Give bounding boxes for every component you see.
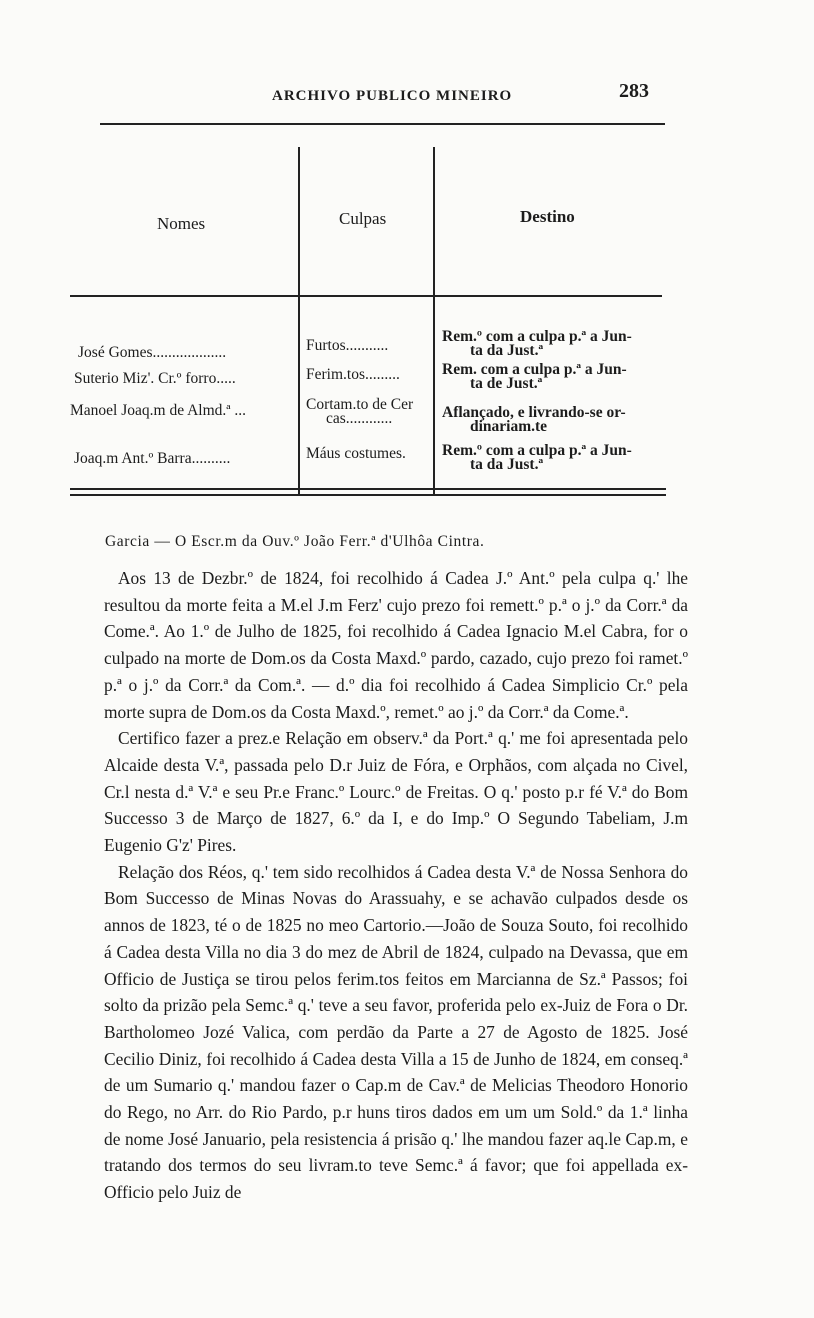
column-divider bbox=[298, 147, 300, 495]
column-header-destino: Destino bbox=[520, 207, 575, 226]
table-cell-nome: Joaq.m Ant.º Barra.......... bbox=[74, 450, 231, 467]
table-cell-culpa: cas............ bbox=[326, 410, 393, 427]
table-bottom-rule bbox=[70, 488, 666, 490]
page-number: 283 bbox=[619, 80, 649, 102]
paragraph: Certifico fazer a prez.e Relação em observ.ª da Port.ª q.' me foi apresentada pelo Alcaide desta V.ª, passada pelo D.r Juiz de Fóra, e Orphãos, com alçada no Civel, Cr.l nesta d.ª V.ª e seu Pr.e Franc.º Lourc.º de Freitas. O q.' posto p.r fé V.ª do Bom Successo 3 de Março de 1827, 6.º da I, e do Imp.º O Segundo Tabeliam, J.m Eugenio G'z' Pires. bbox=[104, 728, 688, 856]
table-cell-destino: ta da Just.ª bbox=[470, 342, 544, 359]
table-bottom-rule bbox=[70, 494, 666, 496]
table-cell-destino: Aflançado, e livrando-se or- bbox=[442, 404, 626, 421]
paragraph: Relação dos Réos, q.' tem sido recolhidos á Cadea desta V.ª de Nossa Senhora do Bom Successo de Minas Novas do Arassuahy, e se achavão culpados desde os annos de 1823, té o de 1825 no meo Cartorio.—João de Souza Souto, foi recolhido á Cadea desta Villa no dia 3 do mez de Abril de 1824, culpado na Devassa, que em Officio de Justiça se tirou pelos ferim.tos feitos em Marcianna de Sz.ª Passos; foi solto da prizão pela Semc.ª q.' teve a seu favor, proferida pelo ex-Juiz de Fora o Dr. Bartholomeo Jozé Valica, com perdão da Parte a 27 de Agosto de 1825. José Cecilio Diniz, foi recolhido á Cadea desta Villa a 15 de Junho de 1824, em conseq.ª de um Sumario q.' mandou fazer o Cap.m de Cav.ª de Melicias Theodoro Honorio do Rego, no Arr. do Rio Pardo, p.r huns tiros dados em um um Sold.º da 1.ª linha de nome José Januario, pela resistencia á prisão q.' lhe mandou fazer aq.le Cap.m, e tratando dos termos do seu livram.to teve Semc.ª á favor; que foi appellada ex-Officio pelo Juiz de bbox=[104, 861, 688, 1203]
paragraph: Aos 13 de Dezbr.º de 1824, foi recolhido á Cadea J.º Ant.º pela culpa q.' lhe resultou da morte feita a M.el J.m Ferz' cujo prezo foi remett.º p.ª o j.º da Corr.ª da Come.ª. Ao 1.º de Julho de 1825, foi recolhido á Cadea Ignacio M.el Cabra, for o culpado na morte de Dom.os da Costa Maxd.º pardo, cazado, cujo prezo foi ramet.º p.ª o j.º da Corr.ª da Com.ª. — d.º dia foi recolhido á Cadea Simplicio Cr.º pela morte supra de Dom.os da Costa Maxd.º, remet.º ao j.º da Corr.ª da Come.ª. bbox=[104, 568, 688, 722]
table-header-rule bbox=[70, 295, 662, 297]
table-cell-destino: Rem.º com a culpa p.ª a Jun- bbox=[442, 328, 632, 345]
table-cell-destino: ta de Just.ª bbox=[470, 375, 543, 392]
table-cell-destino: Rem.º com a culpa p.ª a Jun- bbox=[442, 442, 632, 459]
table-cell-destino: dinariam.te bbox=[470, 418, 548, 435]
column-header-culpas: Culpas bbox=[339, 209, 387, 228]
table-cell-destino: Rem. com a culpa p.ª a Jun- bbox=[442, 361, 627, 378]
table-cell-destino: ta da Just.ª bbox=[470, 456, 544, 473]
table-signature-caption: Garcia — O Escr.m da Ouv.º João Ferr.ª d'Ulhôa Cintra. bbox=[105, 533, 485, 550]
table-cell-culpa: Ferim.tos......... bbox=[306, 366, 400, 383]
table-cell-culpa: Cortam.to de Cer bbox=[306, 396, 414, 413]
table-cell-nome: Manoel Joaq.m de Almd.ª ... bbox=[70, 402, 247, 419]
document-body bbox=[104, 565, 688, 1206]
prisoner-table bbox=[0, 0, 814, 500]
table-cell-culpa: Furtos........... bbox=[306, 337, 389, 354]
column-divider bbox=[433, 147, 435, 495]
table-cell-culpa: Máus costumes. bbox=[306, 445, 406, 462]
running-header-title: ARCHIVO PUBLICO MINEIRO bbox=[272, 88, 513, 104]
table-cell-nome: Suterio Miz'. Cr.º forro..... bbox=[74, 370, 236, 387]
table-cell-nome: José Gomes................... bbox=[78, 344, 227, 361]
column-header-nomes: Nomes bbox=[157, 214, 206, 233]
